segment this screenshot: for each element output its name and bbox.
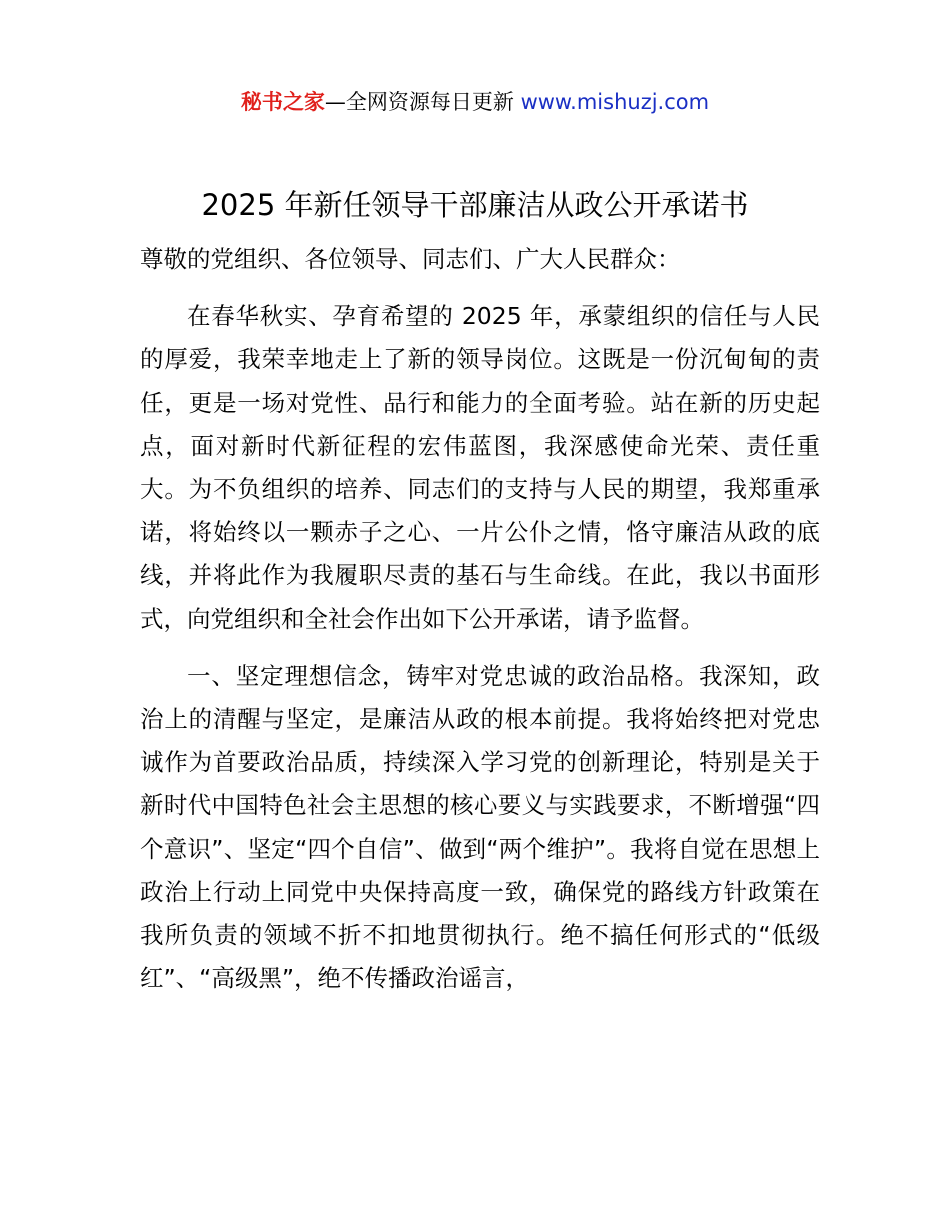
site-header (0, 86, 950, 118)
document-body (140, 238, 820, 1000)
site-url-link[interactable]: www.mishuzj.com (520, 90, 710, 114)
site-brand: 秘书之家 (240, 90, 325, 114)
paragraph-section-1: 一、坚定理想信念，铸牢对党忠诚的政治品格。我深知，政治上的清醒与坚定，是廉洁从政的根本前提。我将始终把对党忠诚作为首要政治品质，持续深入学习党的创新理论，特别是关于新时代中国特色社会主思想的核心要义与实践要求，不断增强“四个意识”、坚定“四个自信”、做到“两个维护”。我将自觉在思想上政治上行动上同党中央保持高度一致，确保党的路线方针政策在我所负责的领域不折不扣地贯彻执行。绝不搞任何形式的“低级红”、“高级黑”，绝不传播政治谣言， (140, 661, 820, 993)
document-title: 2025 年新任领导干部廉洁从政公开承诺书 (201, 188, 749, 222)
paragraph-intro: 在春华秋实、孕育希望的 2025 年，承蒙组织的信任与人民的厚爱，我荣幸地走上了新的领导岗位。这既是一份沉甸甸的责任，更是一场对党性、品行和能力的全面考验。站在新的历史起点，面对新时代新征程的宏伟蓝图，我深感使命光荣、责任重大。为不负组织的培养、同志们的支持与人民的期望，我郑重承诺，将始终以一颗赤子之心、一片公仆之情，恪守廉洁从政的底线，并将此作为我履职尽责的基石与生命线。在此，我以书面形式，向党组织和全社会作出如下公开承诺，请予监督。 (140, 302, 820, 633)
salutation: 尊敬的党组织、各位领导、同志们、广大人民群众： (140, 245, 681, 273)
site-tagline: —全网资源每日更新 (324, 90, 521, 114)
